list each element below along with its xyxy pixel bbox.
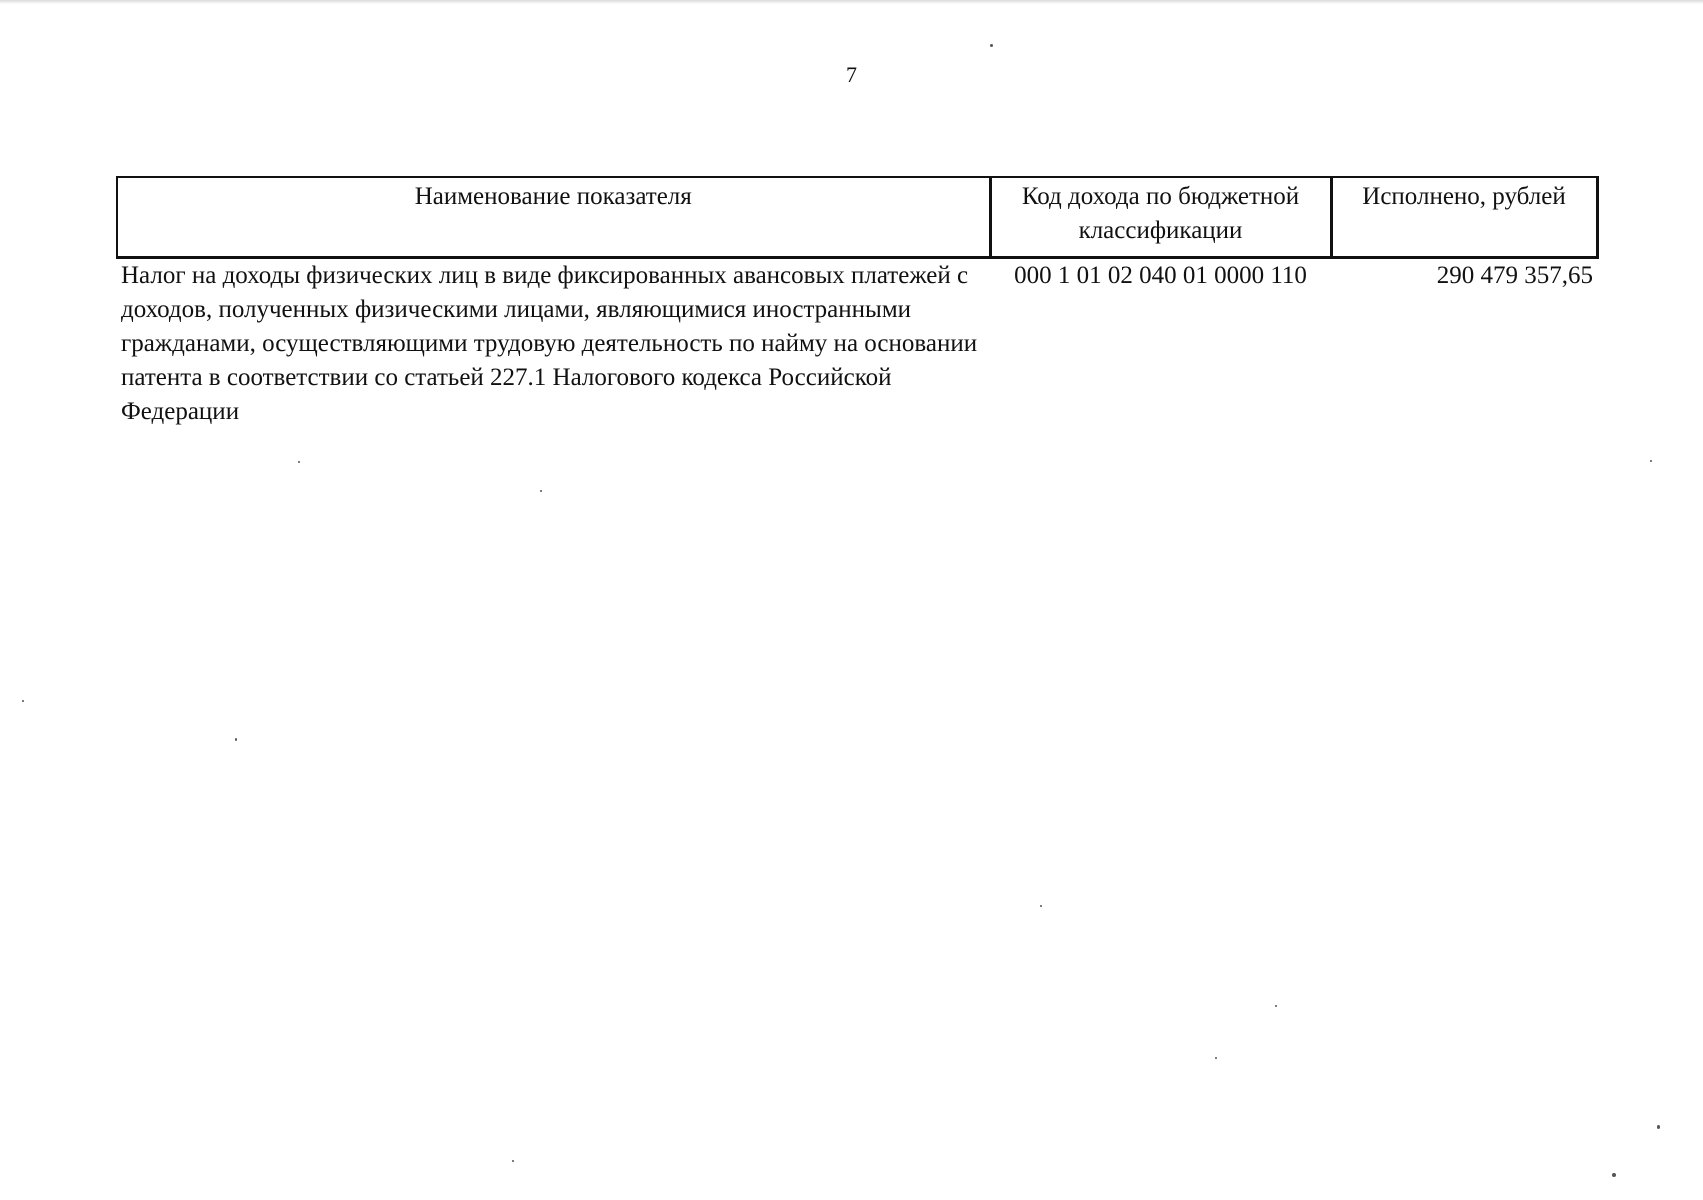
header-indicator-name: Наименование показателя (117, 177, 990, 258)
header-executed-amount: Исполнено, рублей (1331, 177, 1597, 258)
table-header-row (117, 177, 1597, 258)
row-executed-amount: 290 479 357,65 (1436, 262, 1593, 289)
scan-top-edge (0, 0, 1703, 4)
header-revenue-code: Код дохода по бюджетной классификации (990, 177, 1331, 258)
row-indicator-name: Налог на доходы физических лиц в виде фиксированных авансовых платежей с доходов, полученных физическими лицами, являющимися иностранными гражданами, осуществляющими трудовую деятельность по найму на основании патента в соответствии со статьей 227.1 Налогового кодекса Российской Федерации (121, 262, 978, 425)
page-number: 7 (846, 62, 857, 87)
revenue-table (116, 176, 1599, 429)
table-row (117, 258, 1597, 430)
row-revenue-code: 000 1 01 02 040 01 0000 110 (1014, 262, 1307, 289)
